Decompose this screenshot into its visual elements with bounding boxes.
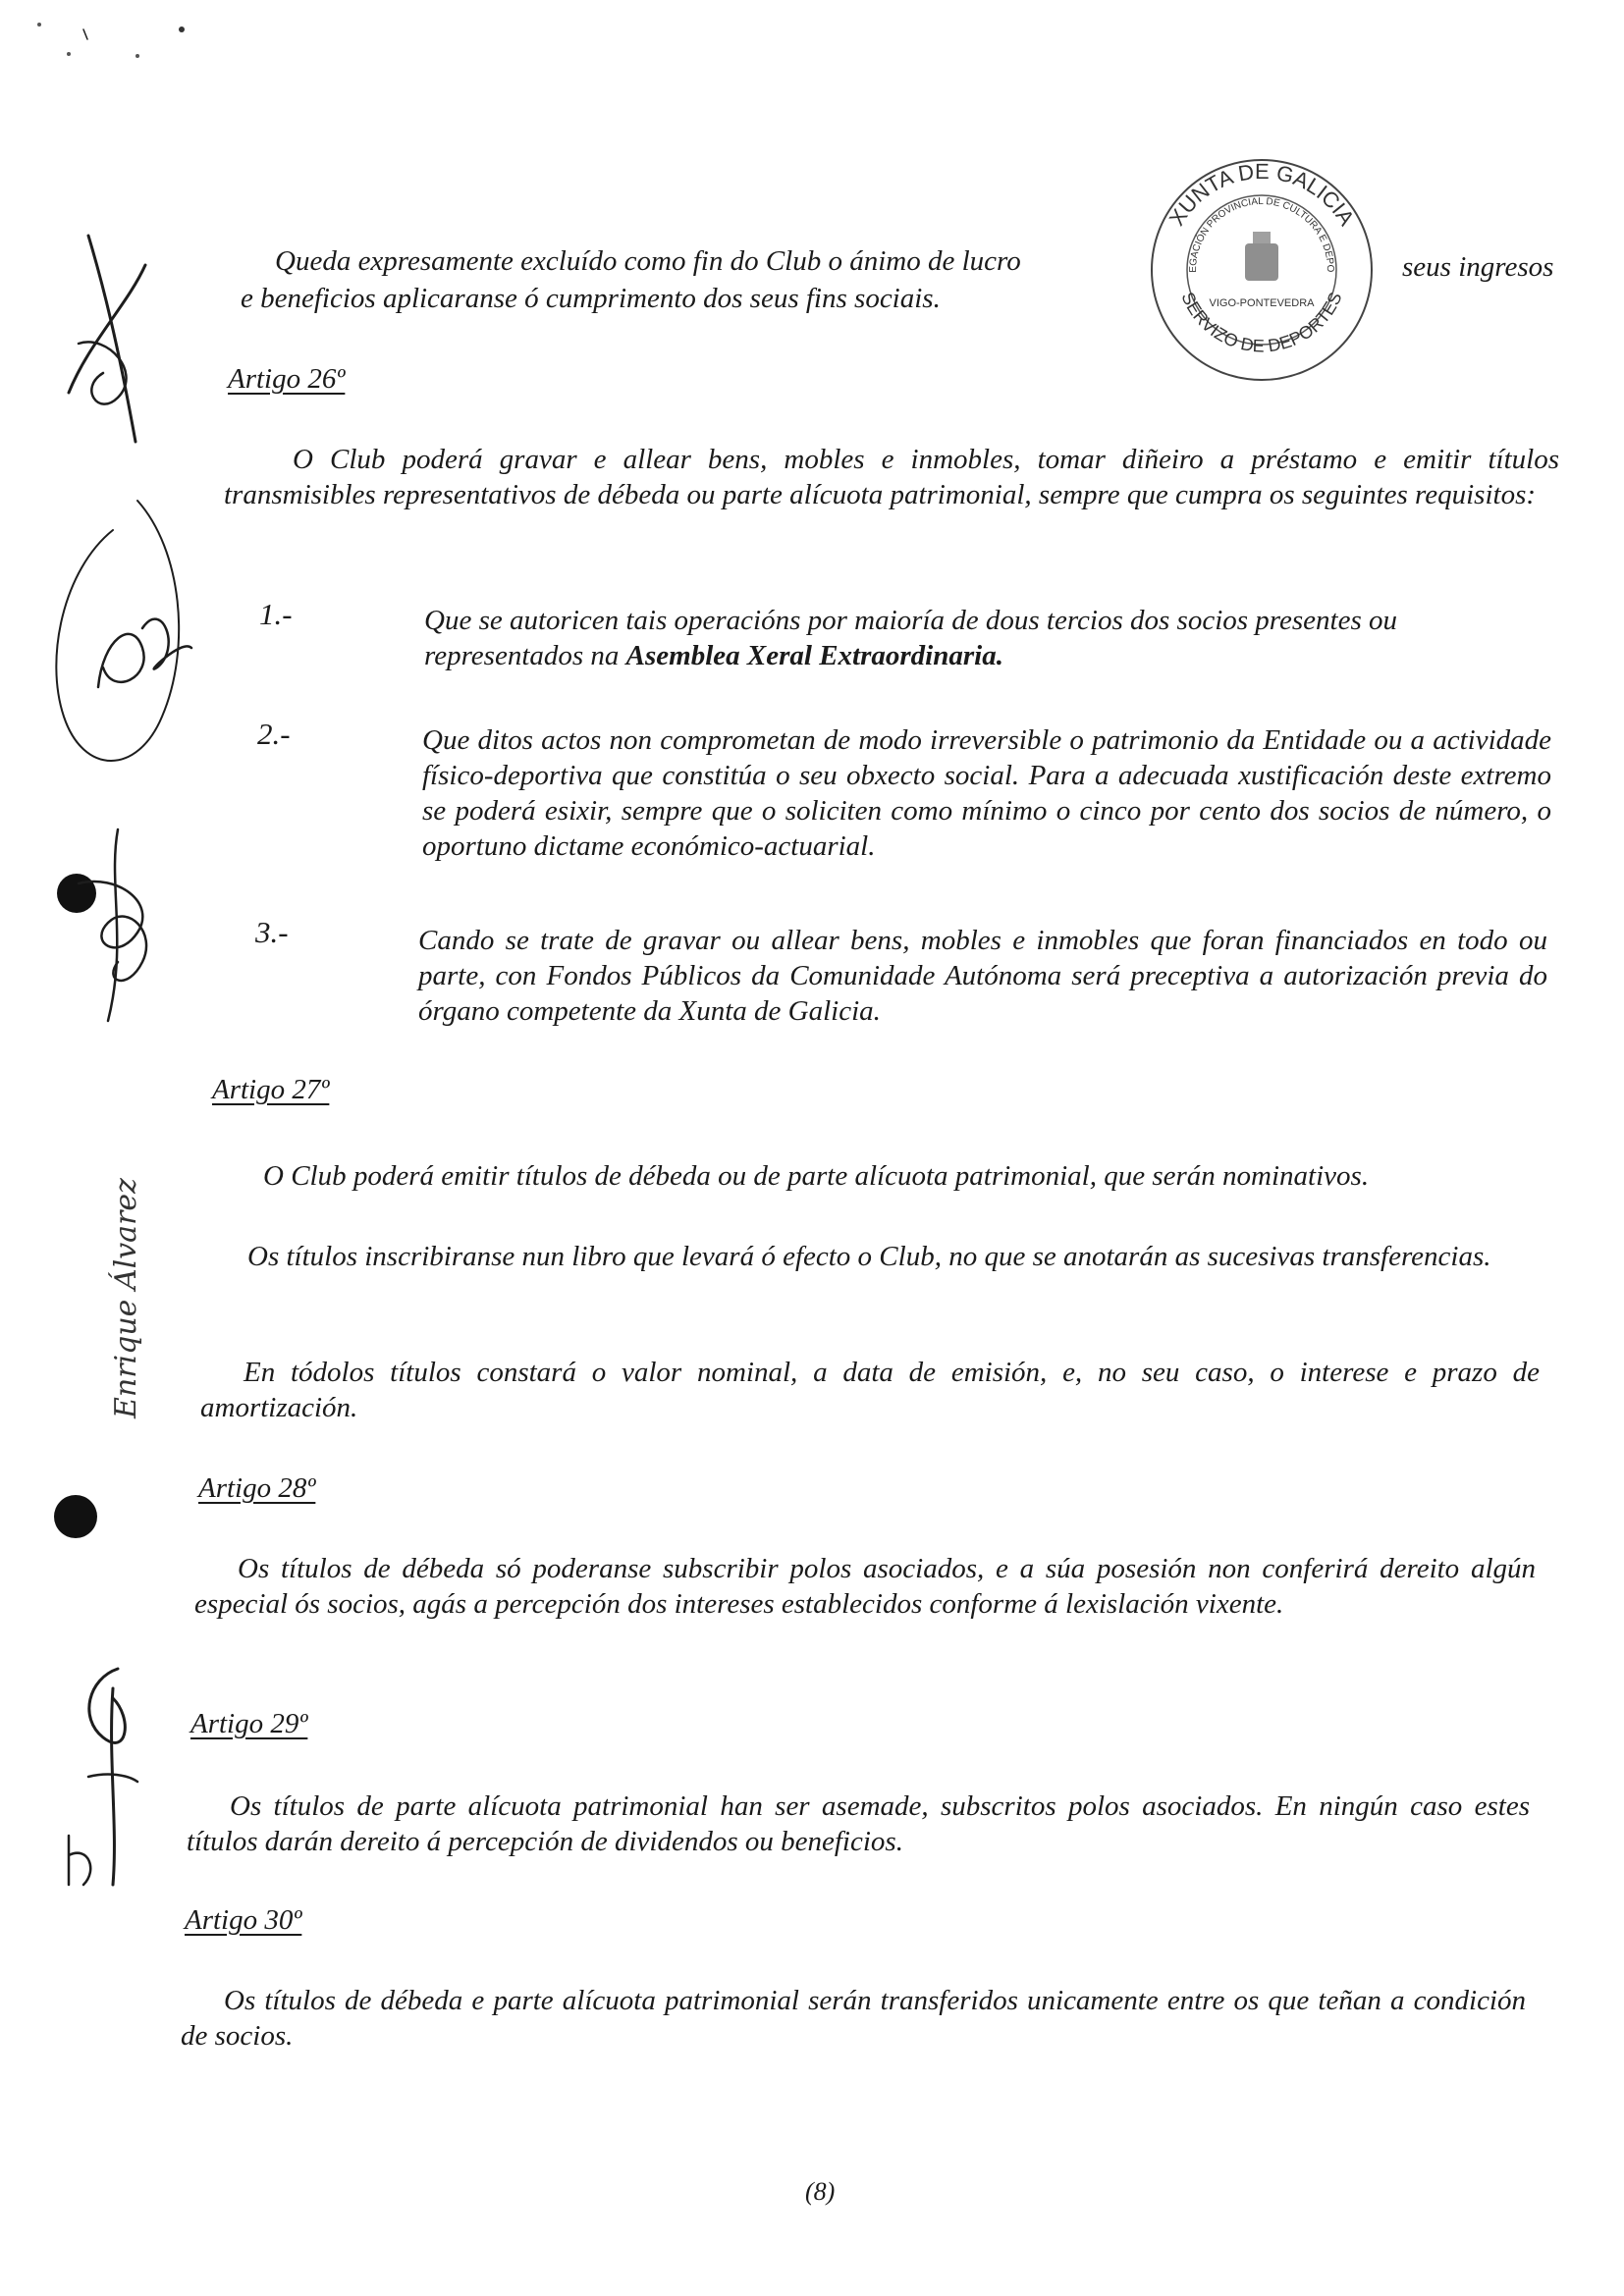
article-26-item-2 [422,722,1551,864]
page-number: (8) [805,2177,836,2206]
intro-text-before-stamp: Queda expresamente excluído como fin do Club o ánimo de lucro [275,245,1021,277]
corner-marks-icon [29,5,206,64]
stamp-top-text: XUNTA DE GALICIA [1164,159,1360,231]
article-26-item-2-number: 2.- [257,717,291,751]
article-29-heading: Artigo 29º [190,1708,308,1739]
article-26-item-1-bold: Asemblea Xeral Extraordinaria. [625,640,1003,671]
signature-1-icon [49,226,177,452]
article-29-paragraph [187,1789,1530,1859]
article-27-paragraph-3-text: En tódolos títulos constará o valor nominal, a data de emisión, e, no seu caso, o interese e prazo de amortización. [200,1357,1540,1423]
article-26-item-3 [418,923,1547,1029]
svg-text:Enrique Álvarez: Enrique Álvarez [109,1178,143,1418]
intro-text-after-stamp: seus ingresos [1402,251,1554,283]
article-26-heading: Artigo 26º [228,363,346,395]
intro-line-2: e beneficios aplicaranse ó cumprimento dos seus fins sociais. [241,283,941,314]
article-26-item-2-text: Que ditos actos non comprometan de modo irreversible o patrimonio da Entidade ou a actividade físico-deportiva que constitúa o seu obxecto social. Para a adecuada xustificación deste extremo se poderá esixir, sempre que o soliciten como mínimo o cinco por cento dos socios de número, o oportuno dictame económico-actuarial. [422,724,1551,862]
article-27-paragraph-3 [200,1355,1540,1425]
punch-hole-icon [51,1492,100,1541]
article-30-paragraph [181,1983,1526,2054]
article-28-paragraph [194,1551,1536,1622]
article-27-paragraph-2-text: Os títulos inscribiranse nun libro que levará ó efecto o Club, no que se anotarán as sucesivas transferencias. [247,1241,1491,1272]
article-26-item-3-text: Cando se trate de gravar ou allear bens, mobles e inmobles que foran financiados en todo ou parte, con Fondos Públicos da Comunidade Autónoma será preceptiva a autorización previa do órgano competente da Xunta de Galicia. [418,925,1547,1027]
article-26-item-3-number: 3.- [255,915,289,949]
article-28-paragraph-text: Os títulos de débeda só poderanse subscribir polos asociados, e a súa posesión non conferirá dereito algún especial ós socios, agás a percepción dos intereses establecidos conforme á lexislación vixente. [194,1553,1536,1620]
article-30-paragraph-text: Os títulos de débeda e parte alícuota patrimonial serán transferidos unicamente entre os que teñan a condición de socios. [181,1985,1526,2052]
stamp-middle-text: VIGO-PONTEVEDRA [1209,297,1315,309]
handwritten-name-icon [98,1158,157,1423]
article-27-paragraph-1-text: O Club poderá emitir títulos de débeda ou de parte alícuota patrimonial, que serán nominativos. [263,1160,1370,1192]
coat-of-arms-icon [1245,232,1278,281]
article-27-heading: Artigo 27º [212,1074,330,1105]
signature-4-icon [59,1659,147,1924]
stamp-bottom-text: SERVIZO DE DEPORTES [1177,289,1346,356]
official-stamp [1135,139,1384,393]
article-27-paragraph-2 [204,1239,1540,1274]
intro-line-1-end [1402,249,1553,285]
signature-2-icon [44,491,201,785]
article-30-heading: Artigo 30º [185,1904,302,1936]
stamp-inner-top-text: DELEGACIÓN PROVINCIAL DE CULTURA E DEPORTE [1135,139,1336,273]
article-28-heading: Artigo 28º [198,1472,316,1504]
signature-3-icon [49,825,177,1031]
article-26-item-1-text: Que se autoricen tais operacións por maioría de dous tercios dos socios presentes ou representados na [424,605,1398,671]
article-26-paragraph [224,442,1559,512]
article-27-paragraph-1 [263,1158,1559,1194]
article-26-paragraph-text: O Club poderá gravar e allear bens, mobles e inmobles, tomar diñeiro a préstamo e emitir títulos transmisibles representativos de débeda ou parte alícuota patrimonial, sempre que cumpra os seguintes requisitos: [224,444,1559,510]
article-29-paragraph-text: Os títulos de parte alícuota patrimonial han ser asemade, subscritos polos asociados. En ningún caso estes títulos darán dereito á percepción de dividendos ou beneficios. [187,1790,1530,1857]
article-26-item-1-number: 1.- [259,597,293,631]
article-26-item-1 [424,603,1553,673]
